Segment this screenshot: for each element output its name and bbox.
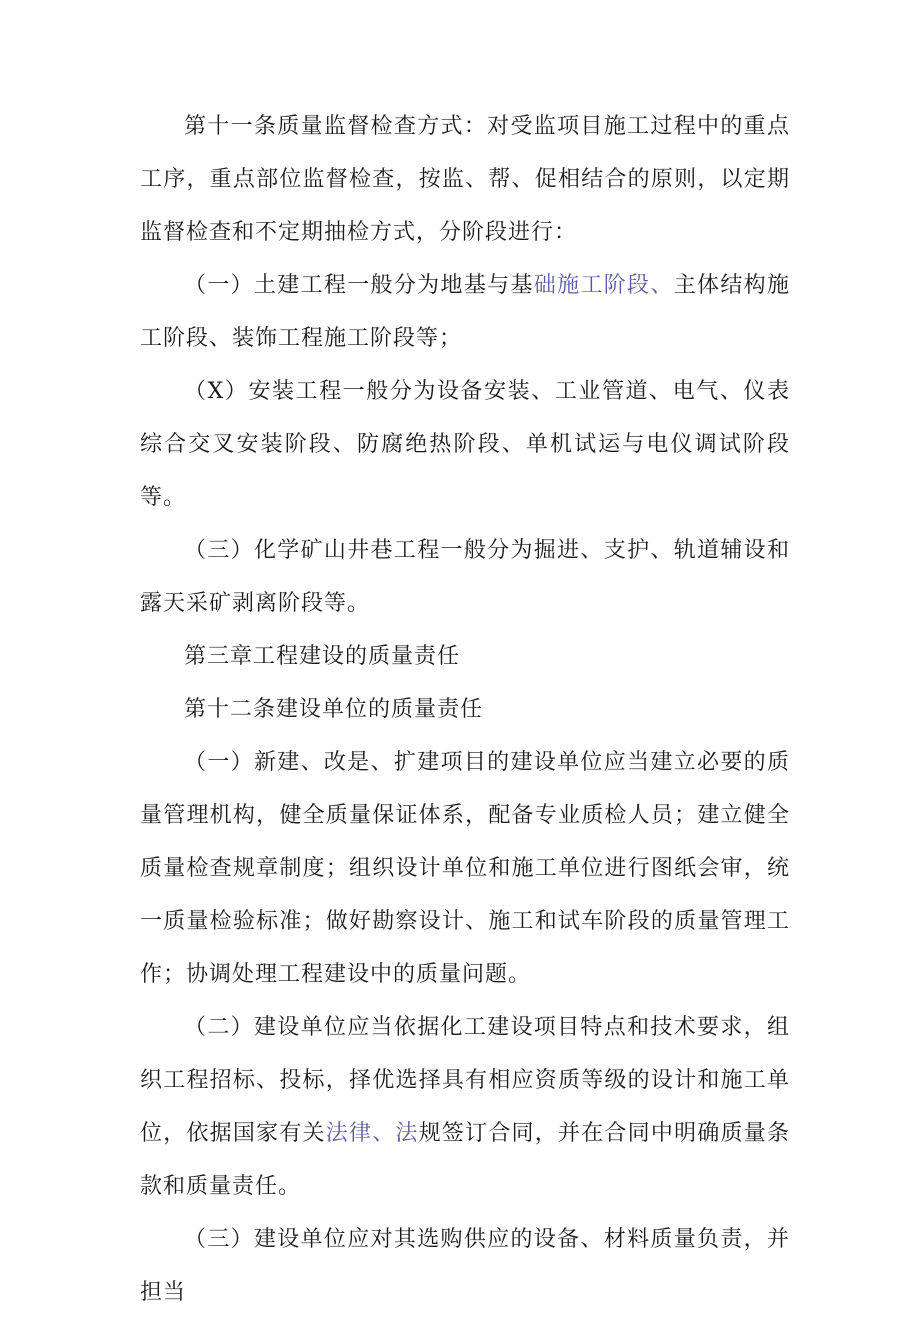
- article-12-heading: [140, 683, 790, 736]
- chapter-3-heading: [140, 630, 790, 683]
- paragraph-text: 第十一条质量监督检查方式：对受监项目施工过程中的重点工序，重点部位监督检查，按监、帮、促相结合的原则，以定期监督检查和不定期抽检方式，分阶段进行：: [140, 114, 790, 245]
- paragraph-civil-works: [140, 259, 790, 365]
- paragraph-text: （三）化学矿山井巷工程一般分为掘进、支护、轨道辅设和露天采矿剥离阶段等。: [140, 538, 790, 616]
- heading-text: 第三章工程建设的质量责任: [184, 644, 461, 669]
- paragraph-text: （X）安装工程一般分为设备安装、工业管道、电气、仪表综合交叉安装阶段、防腐绝热阶段、单机试运与电仪调试阶段等。: [140, 379, 790, 510]
- paragraph-text: （二）建设单位应当依据化工建设项目特点和技术要求，组织工程招标、投标，择优选择具有相应资质等级的设计和施工单位，依据国家有关: [140, 1015, 790, 1146]
- paragraph-article-11: [140, 100, 790, 259]
- paragraph-mining-works: [140, 524, 790, 630]
- paragraph-text: 主体结构施工阶段、装饰工程施工阶段等；: [140, 273, 790, 351]
- paragraph-text: （三）建设单位应对其选购供应的设备、材料质量负责，并担当: [140, 1227, 790, 1305]
- paragraph-text: （一）新建、改是、扩建项目的建设单位应当建立必要的质量管理机构，健全质量保证体系，配备专业质检人员；建立健全质量检查规章制度；组织设计单位和施工单位进行图纸会审，统一质量检验标准；做好勘察设计、施工和试车阶段的质量管理工作；协调处理工程建设中的质量问题。: [140, 750, 790, 987]
- paragraph-owner-duty-1: [140, 736, 790, 1001]
- laws-link[interactable]: 法律、法: [325, 1121, 419, 1146]
- paragraph-text: （一）土建工程一般分为地基与基: [184, 273, 534, 298]
- foundation-stage-link[interactable]: 础施工阶段、: [533, 273, 674, 298]
- paragraph-owner-duty-3: [140, 1213, 790, 1319]
- paragraph-installation-works: [140, 365, 790, 524]
- paragraph-owner-duty-2: [140, 1001, 790, 1213]
- document-page: [140, 100, 790, 1319]
- paragraph-text: 规签订合同，并在合同中明确质量条款和质量责任。: [140, 1121, 790, 1199]
- heading-text: 第十二条建设单位的质量责任: [184, 697, 484, 722]
